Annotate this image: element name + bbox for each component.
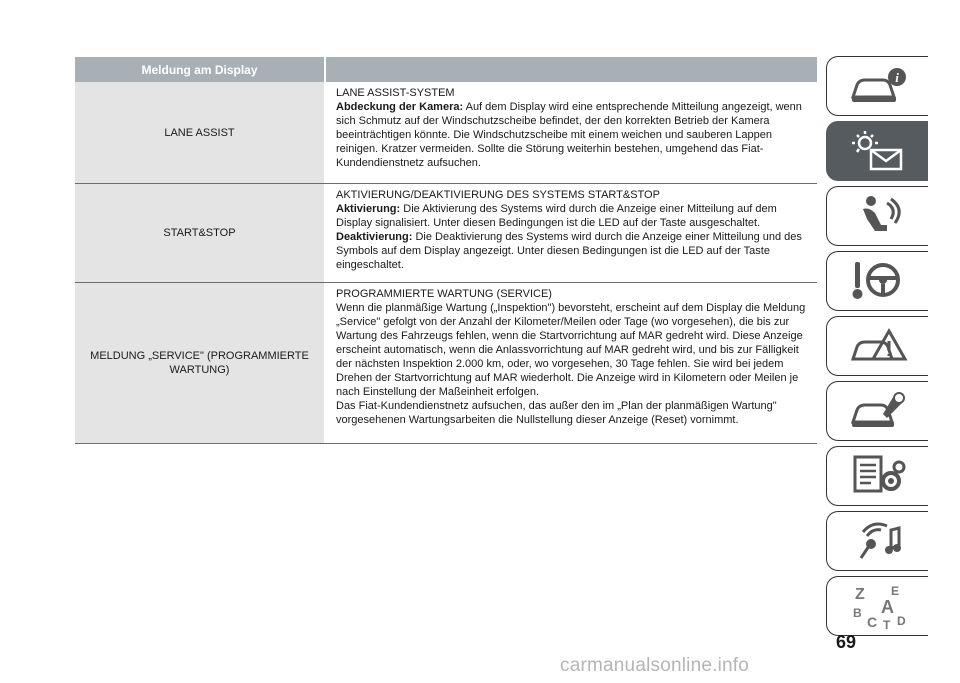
- steering-wheel-key-icon: [847, 258, 909, 304]
- tab-technical-data[interactable]: [826, 446, 928, 506]
- tab-warning-lights-messages[interactable]: [826, 121, 928, 181]
- svg-text:C: C: [866, 614, 877, 629]
- multimedia-icon: [847, 518, 909, 564]
- warning-light-message-icon: [847, 128, 909, 174]
- message-table: [75, 57, 817, 444]
- row-message-name: START&STOP: [75, 184, 324, 282]
- svg-text:D: D: [896, 614, 906, 628]
- tab-maintenance[interactable]: [826, 381, 928, 441]
- car-maintenance-icon: [847, 388, 909, 434]
- tab-emergency[interactable]: [826, 316, 928, 376]
- footer-watermark: carmanualsonline.info: [560, 655, 750, 676]
- svg-text:B: B: [852, 606, 862, 620]
- car-info-icon: [847, 63, 909, 109]
- svg-text:Z: Z: [854, 586, 865, 603]
- table-header: [75, 57, 817, 82]
- row-description: PROGRAMMIERTE WARTUNG (SERVICE) Wenn die planmäßige Wartung („Inspektion") bevorsteht, erscheint auf dem Display die Meldung „Service" gefolgt von der Anzahl der Kilometer/Meilen oder Tage (wo vorgesehen), die bis zur Wartung des Fahrzeugs fehlen, wenn die Startvorrichtung auf MAR gedreht wird. Diese Anzeige erscheint automatisch, wenn die Anlassvorrichtung auf MAR gedreht wird, und bis zur Fälligkeit der nächsten Inspektion 2.000 km, oder, wo vorgesehen, 30 Tage fehlen. Sie wird bei jedem Drehen der Startvorrichtung auf MAR wiederholt. Die Anzeige wird in Kilometern oder Meilen je nach Einstellung der Maßeinheit erfolgen. Das Fiat-Kundendienstnetz aufsuchen, das außer den im „Plan der planmäßigen Wartung" vorgesehenen Wartungsarbeiten die Nullstellung dieser Anzeige (Reset) vornimmt.: [324, 283, 817, 443]
- row-message-name: MELDUNG „SERVICE" (PROGRAMMIERTE WARTUNG): [75, 283, 324, 443]
- svg-text:i: i: [894, 70, 899, 85]
- technical-data-icon: [847, 453, 909, 499]
- tab-car-info[interactable]: [826, 56, 928, 116]
- row-message-name: LANE ASSIST: [75, 82, 324, 183]
- tab-multimedia[interactable]: [826, 511, 928, 571]
- tab-safety[interactable]: [826, 186, 928, 246]
- row-description: LANE ASSIST-SYSTEM Abdeckung der Kamera: Auf dem Display wird eine entsprechende Mitteilung angezeigt, wenn sich Schmutz auf der Windschutzscheibe befindet, der den korrekten Betrieb der Kamera beeinträchtigen könnte. Die Windschutzscheibe mit einem weichen und sauberen Lappen reinigen. Kratzer vermeiden. Sollte die Störung weiterhin bestehen, umgehend das Fiat-Kundendienstnetz aufsuchen.: [324, 82, 817, 183]
- tab-index[interactable]: [826, 576, 928, 636]
- table-row: [75, 283, 817, 444]
- tab-starting-driving[interactable]: [826, 251, 928, 311]
- svg-text:E: E: [890, 584, 899, 598]
- car-emergency-icon: [847, 323, 909, 369]
- alphabetical-index-icon: [847, 583, 909, 629]
- header-display-message: Meldung am Display: [75, 57, 324, 82]
- svg-text:A: A: [880, 597, 894, 617]
- seat-airbag-icon: [847, 193, 909, 239]
- row-description: AKTIVIERUNG/DEAKTIVIERUNG DES SYSTEMS START&STOP Aktivierung: Die Aktivierung des Systems wird durch die Anzeige einer Mitteilung auf dem Display signalisiert. Unter diesen Bedingungen ist die LED auf der Taste ausgeschaltet. Deaktivierung: Die Deaktivierung des Systems wird durch die Anzeige einer Mitteilung und des Symbols auf dem Display angezeigt. Unter diesen Bedingungen ist die LED auf der Taste eingeschaltet.: [324, 184, 817, 282]
- svg-text:T: T: [882, 618, 890, 629]
- page-number: 69: [836, 632, 857, 652]
- table-row: [75, 82, 817, 184]
- chapter-tabs: [826, 56, 928, 641]
- table-row: [75, 184, 817, 283]
